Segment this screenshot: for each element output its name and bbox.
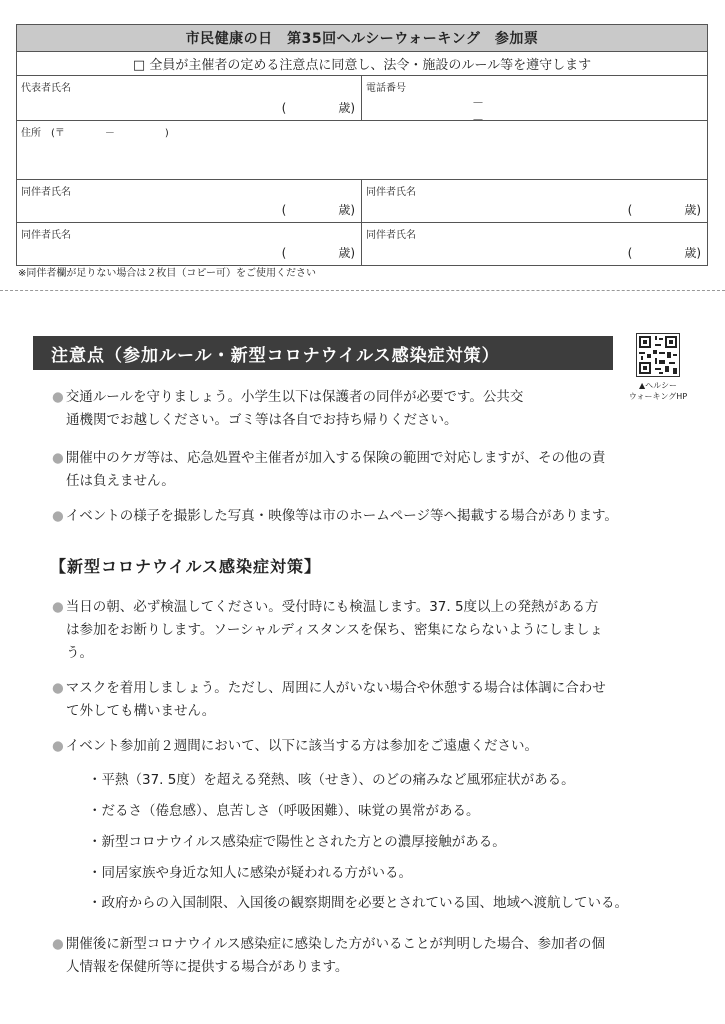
cut-line — [0, 290, 725, 291]
companion-name-field[interactable] — [362, 223, 707, 265]
caution-item: ● イベントの様子を撮影した写真・映像等は市のホームページ等へ掲載する場合があります。 — [52, 508, 618, 524]
phone-label: 電話番号 — [366, 83, 406, 94]
covid-item: ● マスクを着用しましょう。ただし、周囲に人がいない場合や休憩する場合は体調に合わせ て外しても構いません。 — [52, 680, 606, 719]
age-field[interactable]: ( 歳) — [281, 246, 355, 260]
agreement-checkbox[interactable]: □ 全員が主催者の定める注意点に同意し、法令・施設のルール等を遵守します — [17, 52, 707, 76]
covid-item: ● 当日の朝、必ず検温してください。受付時にも検温します。37. 5度以上の発熱がある方 は参加をお断りします。ソーシャルディスタンスを保ち、密集にならないようにしましょ う。 — [52, 599, 603, 661]
bullet-icon: ● — [52, 936, 64, 952]
caution-item: ● 交通ルールを守りましょう。小学生以下は保護者の同伴が必要です。公共交 通機関でお越しください。ゴミ等は各自でお持ち帰りください。 — [52, 389, 524, 428]
covid-sub-item: ・政府からの入国制限、入国後の観察期間を必要とされている国、地域へ渡航している。 — [88, 895, 628, 911]
phone-separators: －－ — [472, 96, 485, 127]
covid-sub-item: ・平熱（37. 5度）を超える発熱、咳（せき）、のどの痛みなど風邪症状がある。 — [88, 772, 575, 788]
phone-field[interactable] — [362, 76, 707, 127]
qr-caption: ▲ヘルシー ウォーキングHP — [628, 381, 688, 401]
covid-sub-item: ・新型コロナウイルス感染症で陽性とされた方との濃厚接触がある。 — [88, 834, 506, 850]
address-field[interactable] — [17, 121, 707, 179]
address-label: 住所 (〒 － ) — [21, 128, 169, 139]
age-field[interactable]: ( 歳) — [281, 203, 355, 217]
companion-name-field[interactable] — [17, 223, 362, 265]
caution-item: ● 開催中のケガ等は、応急処置や主催者が加入する保険の範囲で対応しますが、その他の責 任は負えません。 — [52, 450, 606, 489]
caution-banner: 注意点（参加ルール・新型コロナウイルス感染症対策） — [33, 336, 613, 370]
age-field[interactable]: ( 歳) — [627, 246, 701, 260]
covid-sub-item: ・だるさ（倦怠感）、息苦しさ（呼吸困難）、味覚の異常がある。 — [88, 803, 480, 819]
representative-name-field[interactable] — [17, 76, 362, 120]
representative-label: 代表者氏名 — [21, 83, 71, 94]
form-row-address — [17, 121, 707, 180]
form-row-companions-1 — [17, 180, 707, 223]
companion-label: 同伴者氏名 — [21, 187, 71, 198]
bullet-icon: ● — [52, 389, 64, 405]
companion-label: 同伴者氏名 — [21, 230, 71, 241]
covid-sub-item: ・同居家族や身近な知人に感染が疑われる方がいる。 — [88, 865, 412, 881]
companion-label: 同伴者氏名 — [366, 187, 416, 198]
companion-name-field[interactable] — [17, 180, 362, 222]
bullet-icon: ● — [52, 738, 64, 754]
form-title: 市民健康の日 第35回ヘルシーウォーキング 参加票 — [17, 25, 707, 52]
companion-label: 同伴者氏名 — [366, 230, 416, 241]
covid-item: ● イベント参加前２週間において、以下に該当する方は参加をご遠慮ください。 — [52, 738, 539, 754]
form-row-representative — [17, 76, 707, 127]
form-row-companions-2 — [17, 223, 707, 265]
qr-code-icon[interactable] — [636, 333, 680, 377]
bullet-icon: ● — [52, 508, 64, 524]
bullet-icon: ● — [52, 450, 64, 466]
covid-heading: 【新型コロナウイルス感染症対策】 — [50, 557, 322, 576]
entry-form — [16, 24, 708, 266]
bullet-icon: ● — [52, 680, 64, 696]
age-field[interactable]: ( 歳) — [627, 203, 701, 217]
age-field[interactable]: ( 歳) — [281, 101, 355, 115]
companion-name-field[interactable] — [362, 180, 707, 222]
form-footnote: ※同伴者欄が足りない場合は２枚目（コピー可）をご使用ください — [18, 268, 316, 279]
bullet-icon: ● — [52, 599, 64, 615]
covid-item: ● 開催後に新型コロナウイルス感染症に感染した方がいることが判明した場合、参加者の個 人情報を保健所等に提供する場合があります。 — [52, 936, 605, 975]
